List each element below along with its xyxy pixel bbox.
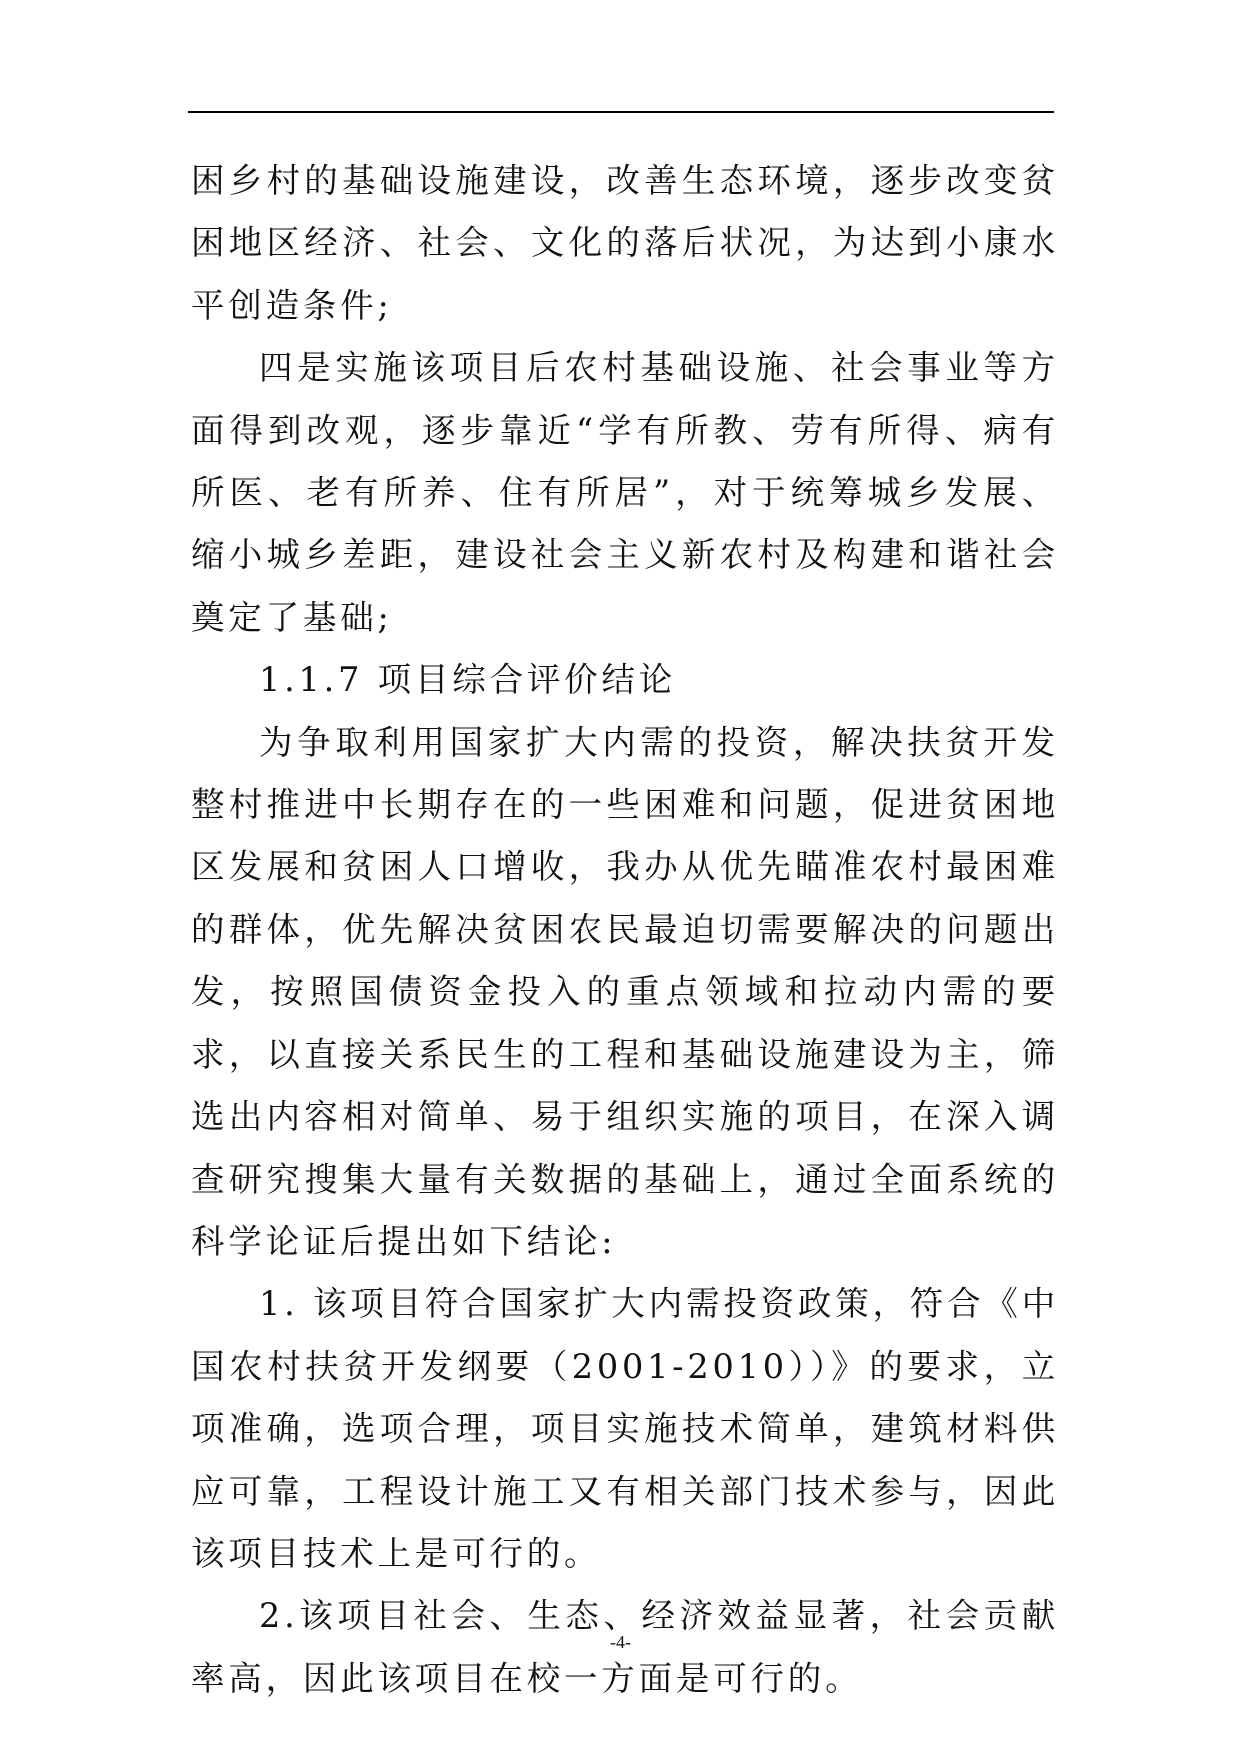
paragraph-point-four: 四是实施该项目后农村基础设施、社会事业等方面得到改观，逐步靠近“学有所教、劳有所得、病有所医、老有所养、住有所居”，对于统筹城乡发展、缩小城乡差距，建设社会主义新农村及构建和谐社会奠定了基础;	[191, 348, 1059, 637]
header-rule	[188, 111, 1054, 113]
paragraph-conclusion-one: 1. 该项目符合国家扩大内需投资政策，符合《中国农村扶贫开发纲要（2001-2010））》的要求，立项准确，选项合理，项目实施技术简单，建筑材料供应可靠，工程设计施工又有相关部门技术参与，因此该项目技术上是可行的。	[191, 1284, 1060, 1573]
section-heading: 1.1.7 项目综合评价结论	[259, 660, 677, 700]
paragraph-conclusion-intro: 为争取利用国家扩大内需的投资，解决扶贫开发整村推进中长期存在的一些困难和问题，促进贫困地区发展和贫困人口增收，我办从优先瞄准农村最困难的群体，优先解决贫困农民最迫切需要解决的问题出发，按照国债资金投入的重点领域和拉动内需的要求，以直接关系民生的工程和基础设施建设为主，筛选出内容相对简单、易于组织实施的项目，在深入调查研究搜集大量有关数据的基础上，通过全面系统的科学论证后提出如下结论:	[191, 722, 1059, 1261]
paragraph-continuation: 困乡村的基础设施建设，改善生态环境，逐步改变贫困地区经济、社会、文化的落后状况，为达到小康水平创造条件;	[191, 161, 1059, 325]
paragraph-conclusion-two: 2.该项目社会、生态、经济效益显著，社会贡献率高，因此该项目在校一方面是可行的。	[191, 1596, 1059, 1698]
page-number: -4-	[610, 1632, 631, 1652]
document-body	[191, 150, 1059, 1710]
